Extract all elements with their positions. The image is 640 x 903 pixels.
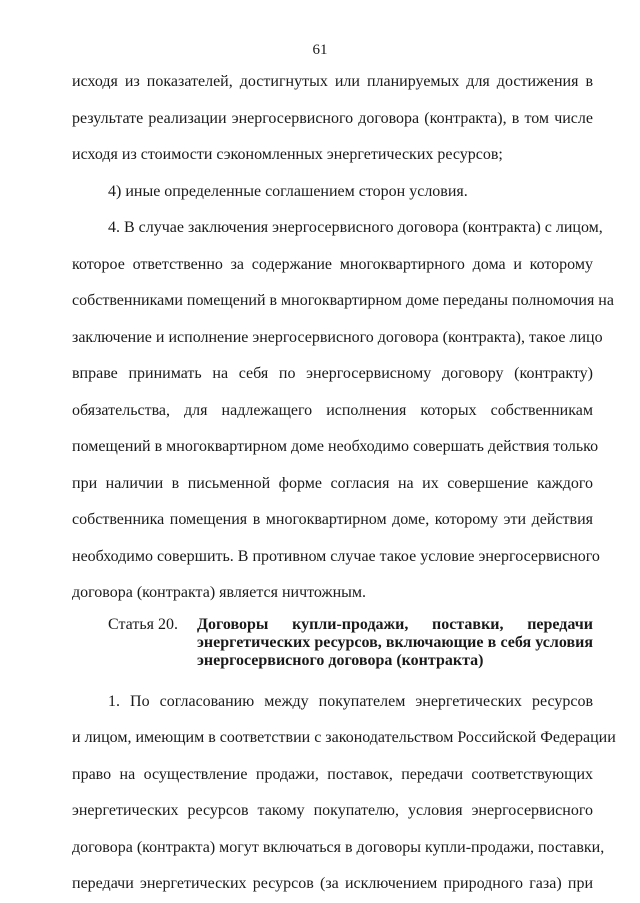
text-line: результате реализации энергосервисного договора (контракта), в том числе — [72, 109, 593, 127]
article-title-line: энергетических ресурсов, включающие в себя условия — [197, 633, 593, 651]
text-line: необходимо совершить. В противном случае такое условие энергосервисного — [72, 547, 600, 565]
article-number: Статья 20. — [108, 615, 178, 633]
article-title-line: Договоры купли-продажи, поставки, передачи — [197, 615, 593, 633]
text-line: собственника помещения в многоквартирном доме, которому эти действия — [72, 511, 593, 528]
text-line: договора (контракта) могут включаться в договоры купли-продажи, поставки, — [72, 838, 605, 856]
article-heading — [72, 616, 593, 670]
text-line: энергетических ресурсов такому покупателю, условия энергосервисного — [72, 802, 593, 819]
article-title — [197, 616, 593, 670]
page-number: 61 — [312, 42, 328, 58]
text-line: и лицом, имеющим в соответствии с законодательством Российской Федерации — [72, 729, 616, 746]
paragraph-clause-1 — [72, 684, 616, 903]
text-line: исходя из стоимости сэкономленных энергетических ресурсов; — [72, 146, 503, 163]
document-body — [72, 64, 616, 903]
paragraph-clause-4 — [72, 210, 614, 612]
text-line: при наличии в письменной форме согласия на их совершение каждого — [72, 474, 593, 492]
paragraph-item-4 — [72, 174, 593, 211]
text-line: 4) иные определенные соглашением сторон условия. — [108, 182, 468, 200]
paragraph-continuation — [72, 64, 593, 174]
text-line: передачи энергетических ресурсов (за исключением природного газа) при — [72, 875, 593, 892]
text-line: которое ответственно за содержание многоквартирного дома и которому — [72, 255, 593, 273]
text-line: исходя из показателей, достигнутых или планируемых для достижения в — [72, 73, 593, 90]
text-line: право на осуществление продажи, поставок, передачи соответствующих — [72, 765, 593, 783]
text-line: заключение и исполнение энергосервисного договора (контракта), такое лицо — [72, 328, 603, 346]
text-line: собственниками помещений в многоквартирном доме переданы полномочия на — [72, 292, 614, 309]
text-line: 4. В случае заключения энергосервисного договора (контракта) с лицом, — [108, 219, 603, 236]
text-line: обязательства, для надлежащего исполнения которых собственникам — [72, 401, 593, 419]
article-title-line: энергосервисного договора (контракта) — [197, 651, 484, 669]
text-line: вправе принимать на себя по энергосервисному договору (контракту) — [72, 365, 593, 382]
text-line: помещений в многоквартирном доме необходимо совершать действия только — [72, 438, 599, 455]
text-line: договора (контракта) является ничтожным. — [72, 584, 367, 601]
text-line: 1. По согласованию между покупателем энергетических ресурсов — [108, 692, 593, 710]
